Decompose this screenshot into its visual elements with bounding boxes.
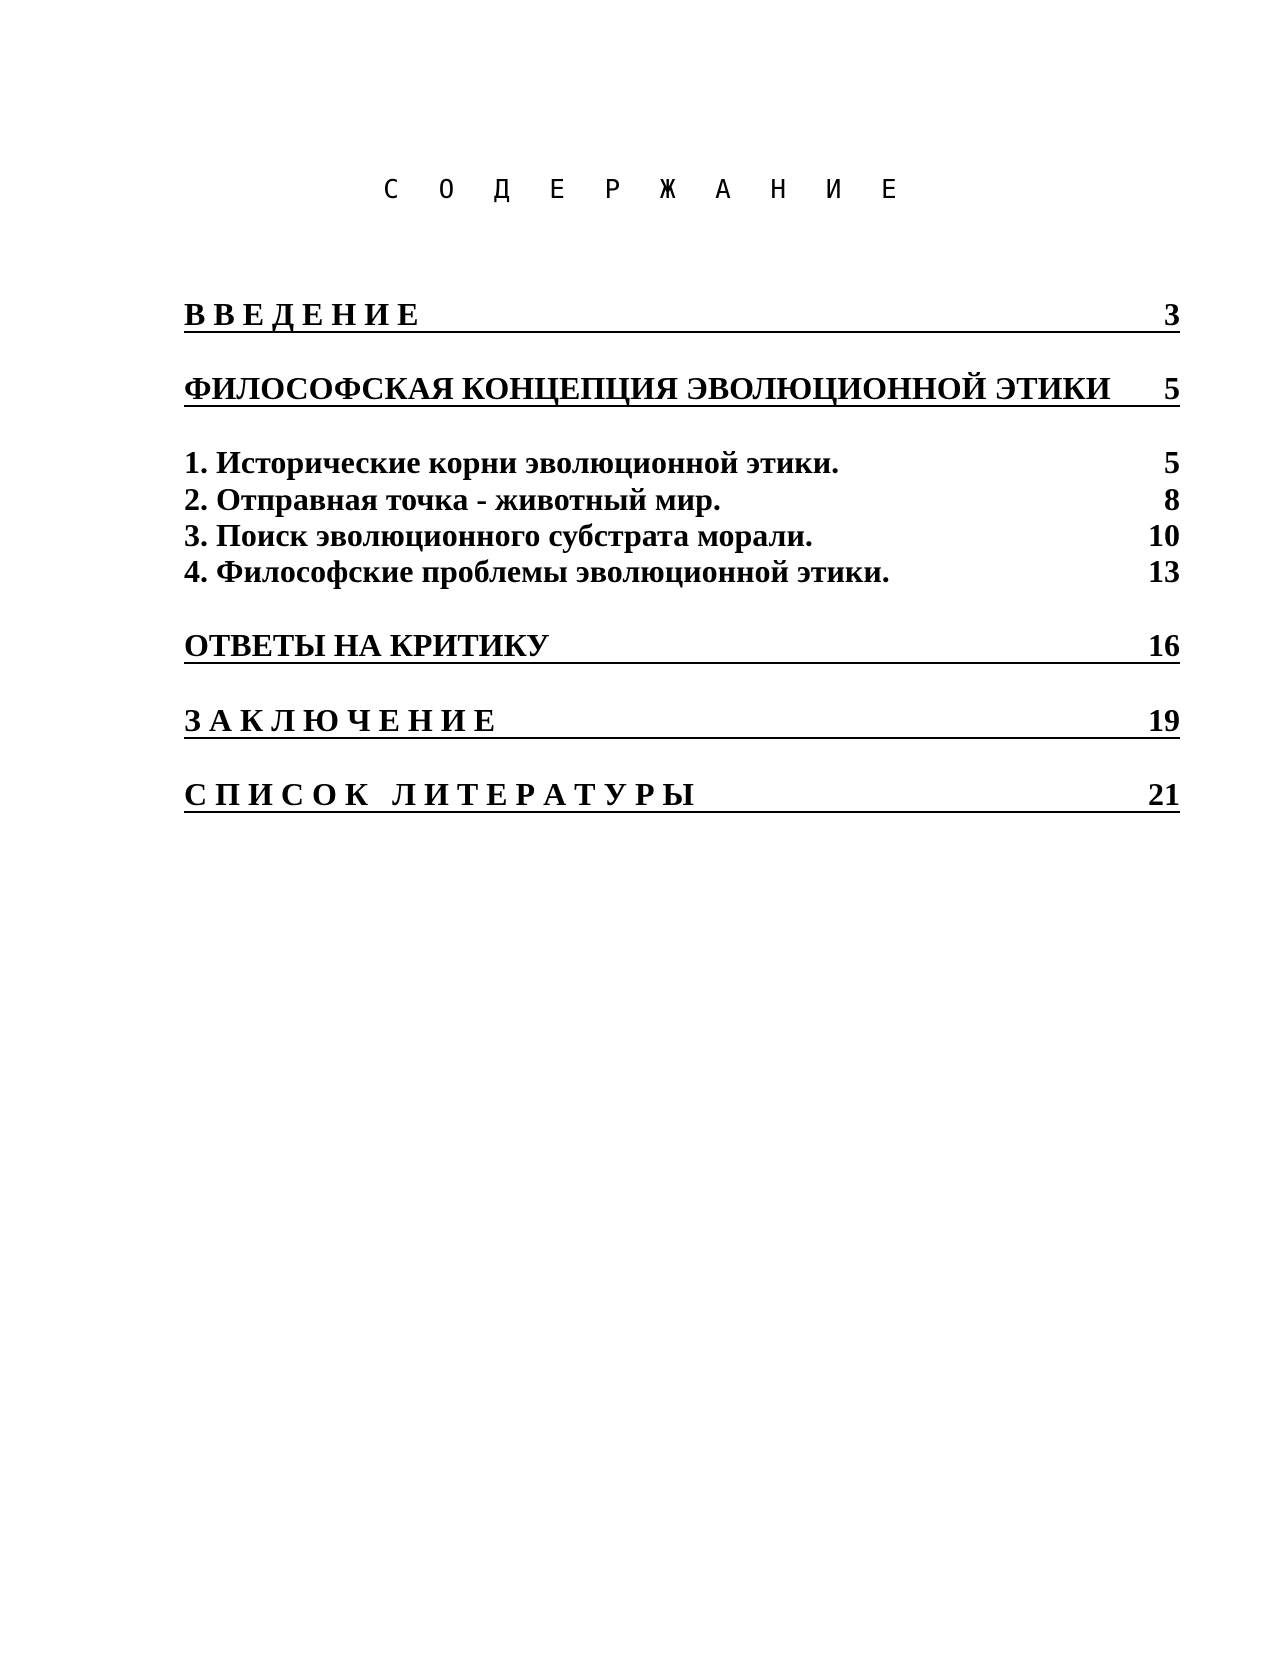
toc-subentry-2[interactable] [184, 481, 1180, 517]
toc-entry-page: 3 [1164, 296, 1180, 332]
toc-entry-label: С П И С О К Л И Т Е Р А Т У Р Ы [184, 776, 694, 812]
toc-entry-bibliography[interactable] [184, 776, 1180, 813]
toc-entry-page: 5 [1164, 370, 1180, 406]
toc-entry-page: 8 [1164, 481, 1180, 517]
toc-entry-label: ФИЛОСОФСКАЯ КОНЦЕПЦИЯ ЭВОЛЮЦИОННОЙ ЭТИКИ [184, 370, 1111, 406]
toc-subentry-3[interactable] [184, 517, 1180, 553]
toc-entry-label: 4. Философские проблемы эволюционной этики. [184, 553, 890, 589]
toc-entry-label: 1. Исторические корни эволюционной этики. [184, 444, 840, 480]
toc-entry-intro[interactable] [184, 296, 1180, 333]
toc-entry-page: 13 [1148, 553, 1180, 589]
toc-entry-page: 5 [1164, 444, 1180, 480]
toc-entry-label: ОТВЕТЫ НА КРИТИКУ [184, 627, 550, 663]
toc-entry-page: 21 [1148, 776, 1180, 812]
toc-entry-label: В В Е Д Е Н И Е [184, 296, 419, 332]
toc-entry-label: 2. Отправная точка - животный мир. [184, 481, 721, 517]
toc-entry-page: 19 [1148, 702, 1180, 738]
toc-entry-page: 10 [1148, 517, 1180, 553]
toc-entry-concept[interactable] [184, 370, 1180, 407]
toc-entry-page: 16 [1148, 627, 1180, 663]
toc-subentry-1[interactable] [184, 444, 1180, 480]
toc-entry-conclusion[interactable] [184, 702, 1180, 739]
toc-entry-answers[interactable] [184, 627, 1180, 664]
toc-subentry-4[interactable] [184, 553, 1180, 589]
toc-entry-label: 3. Поиск эволюционного субстрата морали. [184, 517, 813, 553]
page-title: С О Д Е Р Ж А Н И Е [383, 175, 909, 205]
toc-entry-label: З А К Л Ю Ч Е Н И Е [184, 702, 496, 738]
